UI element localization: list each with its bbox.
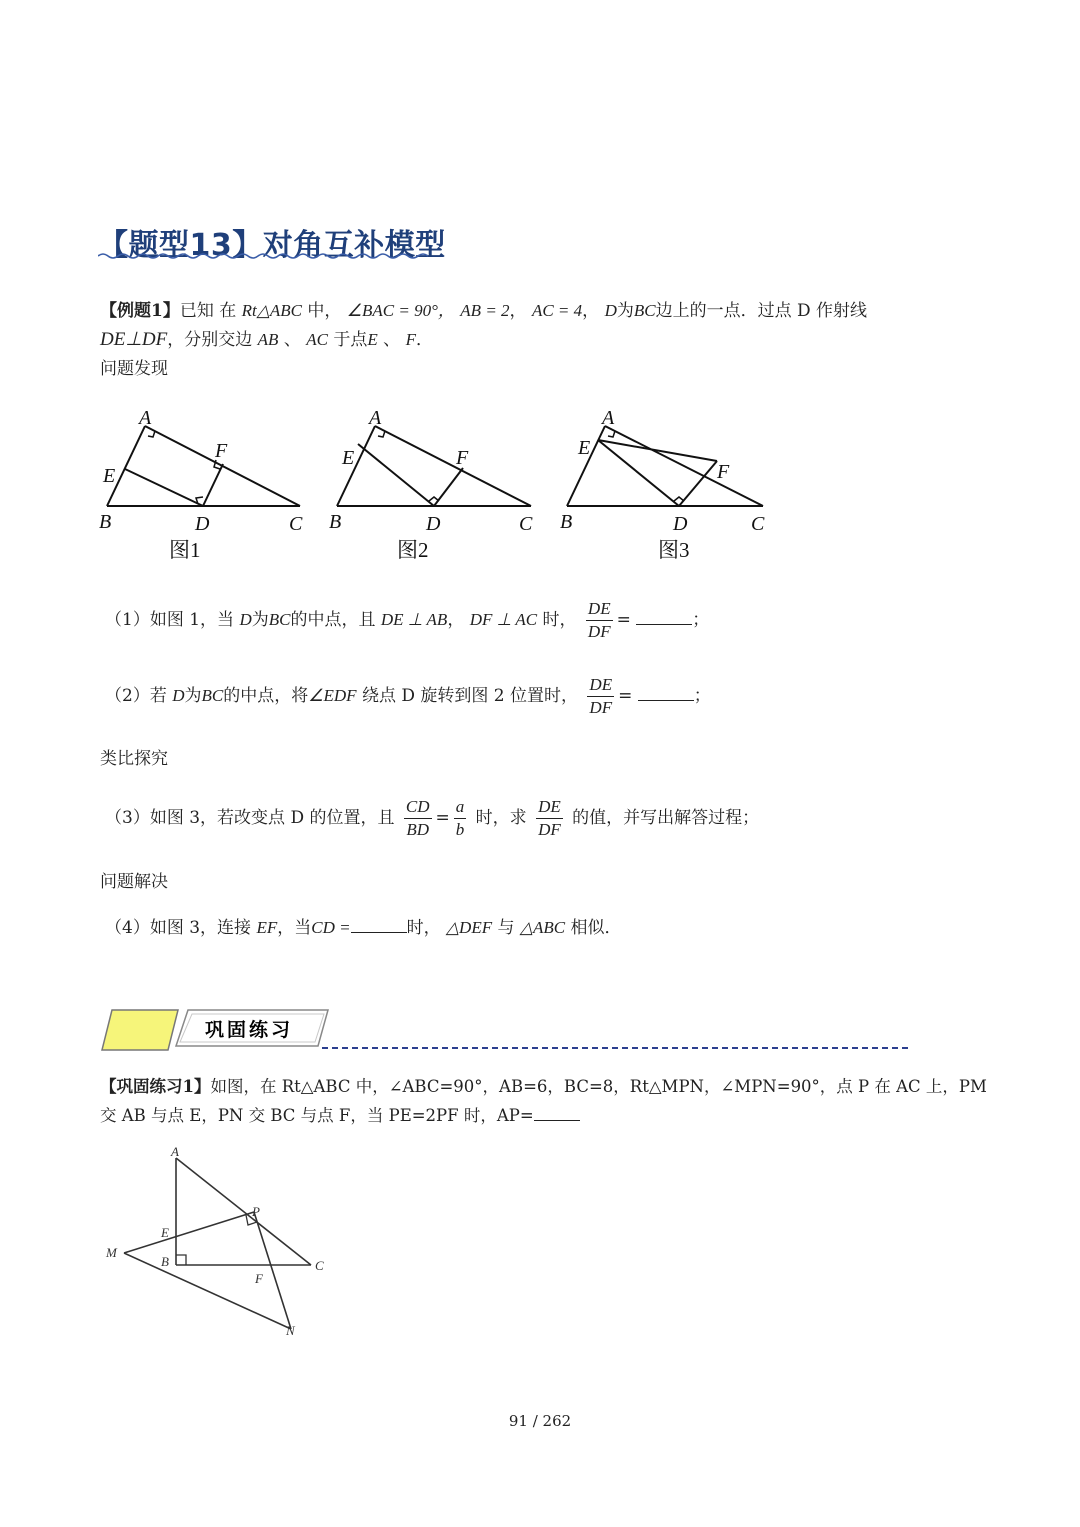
figure-2-lines — [337, 426, 531, 506]
fig1-label-C: C — [289, 513, 303, 535]
stem-math: AC = 4 — [531, 301, 583, 320]
q-text: 的中点，将 — [223, 686, 309, 706]
subheading-solve: 问题解决 — [100, 872, 168, 892]
fraction-de-df — [536, 796, 563, 841]
frac-num: CD — [404, 796, 432, 819]
practice-text: 如图，在 Rt△ABC 中，∠ABC=90°，AB=6，BC=8，Rt△MPN，∠MPN=90°，点 P 在 AC 上，PM — [210, 1077, 987, 1096]
fig1-caption: 图1 — [169, 538, 201, 562]
practice-label-F: F — [255, 1271, 263, 1286]
stem-math: AB — [257, 330, 279, 349]
fig3-label-B: B — [560, 511, 573, 533]
practice-label-M: M — [106, 1245, 117, 1260]
fig1-label-B: B — [99, 511, 112, 533]
q-math: CD = — [311, 918, 351, 937]
fig2-label-C: C — [519, 513, 533, 535]
stem-math: F — [405, 330, 416, 349]
stem-text: ， — [582, 301, 600, 321]
stem-text: 、 — [383, 330, 401, 350]
q-text: （2）若 — [105, 686, 167, 706]
stem-math: ∠BAC = 90°， — [346, 301, 455, 320]
figure-1-lines — [107, 426, 300, 506]
wavy-underline — [98, 252, 428, 260]
q-text: （3）如图 3，若改变点 D 的位置，且 — [105, 808, 395, 828]
stem-math: Rt△ABC — [241, 301, 302, 320]
frac-num: DE — [586, 598, 613, 621]
q-math: D — [172, 686, 185, 705]
frac-num: DE — [536, 796, 563, 819]
q-text: 绕点 D 旋转到图 2 位置时， — [361, 686, 579, 706]
fraction-a-b — [454, 796, 467, 841]
subheading-discover: 问题发现 — [100, 359, 168, 379]
frac-den: b — [455, 820, 465, 839]
q-text: ； — [693, 686, 711, 706]
stem-text: 中， — [307, 301, 342, 321]
fraction-cd-bd — [404, 796, 432, 841]
question-2 — [105, 674, 711, 719]
fig3-label-E: E — [578, 437, 591, 459]
q-math: BC — [268, 610, 291, 629]
q-text: 时，求 — [475, 808, 527, 828]
fig1-label-A: A — [139, 407, 152, 429]
frac-den: BD — [406, 820, 430, 839]
fraction-de-df — [587, 674, 614, 719]
q-text: （4）如图 3，连接 — [105, 918, 252, 938]
question-1 — [105, 598, 709, 643]
q-math: EF — [256, 918, 278, 937]
practice-line2 — [100, 1104, 580, 1128]
q-text: 的中点，且 — [290, 610, 376, 630]
practice-figure — [100, 1140, 340, 1340]
fig1-label-D: D — [195, 513, 210, 535]
stem-math: DE⊥DF — [100, 329, 168, 350]
subheading-analogy: 类比探究 — [100, 749, 168, 769]
fig2-label-F: F — [456, 447, 469, 469]
frac-num: a — [454, 796, 467, 819]
practice-label-E: E — [161, 1225, 169, 1240]
q-math: △DEF — [445, 918, 493, 937]
fig2-label-E: E — [342, 447, 355, 469]
practice-banner — [100, 1006, 920, 1056]
banner-label: 巩固练习 — [205, 1019, 294, 1041]
q-math: BC — [201, 686, 224, 705]
stem-text: ， — [509, 301, 527, 321]
figure-3-lines — [567, 426, 763, 506]
fig2-label-A: A — [369, 407, 382, 429]
answer-blank-practice[interactable] — [534, 1120, 580, 1121]
fig3-label-D: D — [673, 513, 688, 535]
frac-num: DE — [587, 674, 614, 697]
fig3-label-F: F — [717, 461, 730, 483]
q-text: 为 — [184, 686, 202, 706]
fig1-label-E: E — [103, 465, 116, 487]
fig2-caption: 图2 — [397, 538, 429, 562]
fig3-label-C: C — [751, 513, 765, 535]
answer-blank-2[interactable] — [638, 700, 694, 701]
q-text: （1）如图 1，当 — [105, 610, 235, 630]
practice-label-B: B — [161, 1254, 169, 1269]
q-text: 为 — [251, 610, 269, 630]
stem-math: E — [367, 330, 378, 349]
q-text: 与 — [497, 918, 515, 938]
frac-den: DF — [538, 820, 561, 839]
practice-line1 — [100, 1075, 987, 1099]
practice-label-C: C — [315, 1258, 324, 1273]
q-text: 时， — [542, 610, 577, 630]
stem-text: 已知 在 — [179, 301, 237, 321]
q-math: DE ⊥ AB — [380, 610, 448, 629]
q-text: = — [618, 686, 633, 706]
stem-text: 为 — [616, 301, 634, 321]
practice-label: 【巩固练习1】 — [100, 1077, 211, 1096]
q-text: ，当 — [277, 918, 312, 938]
stem-text: 、 — [283, 330, 301, 350]
practice-label-P: P — [252, 1204, 260, 1219]
example-stem-line2 — [100, 328, 433, 352]
q-math: DF ⊥ AC — [469, 610, 538, 629]
page-number: 91 / 262 — [508, 1412, 572, 1430]
q-text: = — [616, 610, 631, 630]
fig3-label-A: A — [602, 407, 615, 429]
q-text: ； — [692, 610, 710, 630]
stem-text: ，分别交边 — [167, 330, 253, 350]
example-figures — [95, 400, 785, 570]
fig3-caption: 图3 — [658, 538, 690, 562]
q-math: D — [239, 610, 252, 629]
example-label: 【例题1】 — [100, 301, 180, 321]
stem-math: AC — [306, 330, 328, 349]
q-text: ， — [447, 610, 465, 630]
q-text: = — [435, 808, 450, 828]
stem-text: ． — [415, 330, 433, 350]
practice-label-N: N — [286, 1323, 295, 1338]
fig2-label-D: D — [426, 513, 441, 535]
q-math: △ABC — [519, 918, 566, 937]
answer-blank-4[interactable] — [351, 932, 407, 933]
frac-den: DF — [587, 622, 611, 641]
q-text: 时， — [406, 918, 441, 938]
q-text: 的值，并写出解答过程； — [572, 808, 760, 828]
answer-blank-1[interactable] — [636, 624, 692, 625]
stem-math: D — [604, 301, 617, 320]
question-3 — [105, 796, 759, 841]
fig2-label-B: B — [329, 511, 342, 533]
q-math: ∠EDF — [308, 686, 357, 705]
banner-yellow-block — [102, 1010, 178, 1050]
frac-den: DF — [589, 698, 613, 717]
stem-math: AB = 2 — [460, 301, 510, 320]
stem-text: 边上的一点．过点 D 作射线 — [655, 301, 868, 321]
question-4 — [105, 916, 622, 940]
stem-text: 于点 — [333, 330, 368, 350]
fig1-label-F: F — [215, 440, 228, 462]
practice-label-A: A — [171, 1144, 179, 1159]
fraction-de-df — [586, 598, 613, 643]
practice-text: 交 AB 与点 E，PN 交 BC 与点 F，当 PE=2PF 时，AP= — [100, 1106, 534, 1125]
example-stem-line1 — [100, 299, 867, 323]
section-title: 【题型13】对角互补模型 — [98, 228, 446, 263]
stem-math: BC — [633, 301, 656, 320]
q-text: 相似． — [570, 918, 622, 938]
